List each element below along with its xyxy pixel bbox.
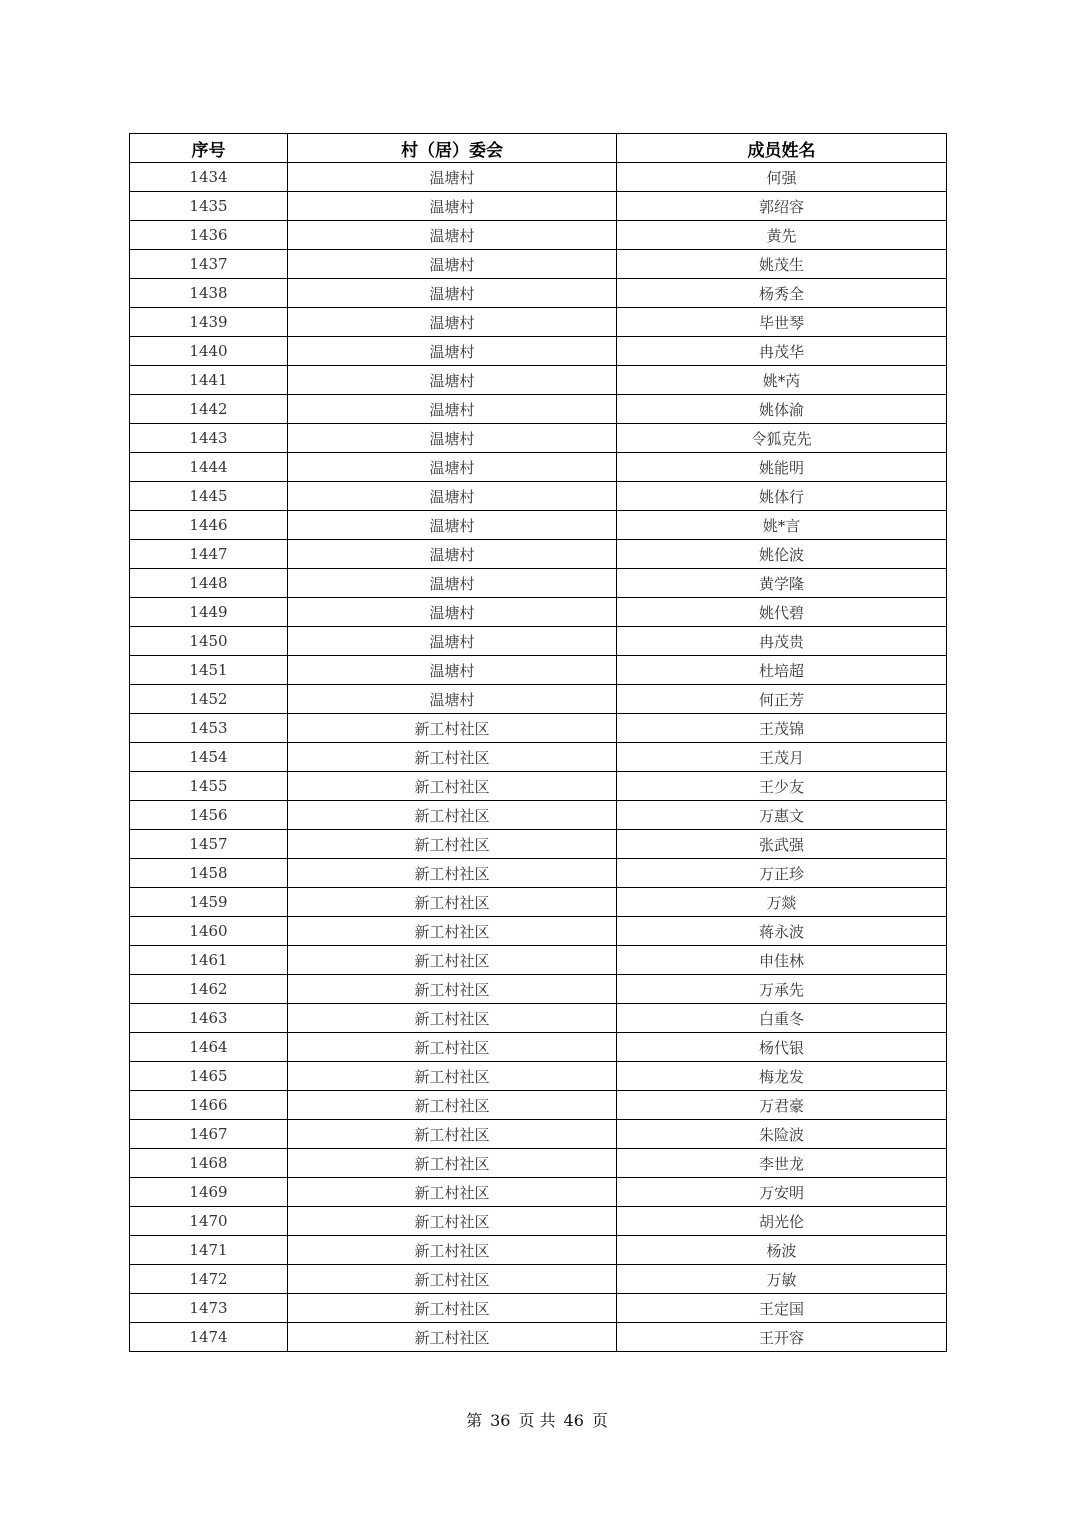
village-committee-cell: 新工村社区 [288,888,617,917]
serial-number-cell: 1443 [130,424,288,453]
member-name-cell: 黄先 [617,221,947,250]
table-row [130,221,947,250]
member-name-cell: 蒋永波 [617,917,947,946]
village-committee-cell: 温塘村 [288,163,617,192]
member-name-cell: 王定国 [617,1294,947,1323]
table-row [130,772,947,801]
village-committee-cell: 新工村社区 [288,1062,617,1091]
table-row [130,337,947,366]
member-name-cell: 令狐克先 [617,424,947,453]
member-name-cell: 姚体渝 [617,395,947,424]
village-committee-cell: 新工村社区 [288,917,617,946]
village-committee-cell: 新工村社区 [288,1004,617,1033]
village-committee-cell: 新工村社区 [288,859,617,888]
serial-number-cell: 1468 [130,1149,288,1178]
table-row [130,1004,947,1033]
table-row [130,1091,947,1120]
table-row [130,946,947,975]
serial-number-cell: 1461 [130,946,288,975]
table-row [130,279,947,308]
village-committee-cell: 温塘村 [288,424,617,453]
village-committee-cell: 新工村社区 [288,801,617,830]
serial-number-cell: 1447 [130,540,288,569]
village-committee-cell: 温塘村 [288,192,617,221]
table-row [130,453,947,482]
table-row [130,250,947,279]
village-committee-cell: 温塘村 [288,598,617,627]
serial-number-cell: 1458 [130,859,288,888]
header-serial-number: 序号 [130,134,288,163]
serial-number-cell: 1472 [130,1265,288,1294]
table-row [130,308,947,337]
village-committee-cell: 温塘村 [288,627,617,656]
table-row [130,395,947,424]
serial-number-cell: 1467 [130,1120,288,1149]
serial-number-cell: 1442 [130,395,288,424]
table-row [130,598,947,627]
serial-number-cell: 1450 [130,627,288,656]
serial-number-cell: 1440 [130,337,288,366]
footer-suffix: 页 [591,1411,608,1430]
village-committee-cell: 温塘村 [288,395,617,424]
serial-number-cell: 1473 [130,1294,288,1323]
member-name-cell: 郭绍容 [617,192,947,221]
village-committee-cell: 温塘村 [288,656,617,685]
page-footer [0,1408,1074,1431]
serial-number-cell: 1434 [130,163,288,192]
serial-number-cell: 1446 [130,511,288,540]
serial-number-cell: 1454 [130,743,288,772]
member-name-cell: 万君豪 [617,1091,947,1120]
table-body [130,163,947,1352]
serial-number-cell: 1435 [130,192,288,221]
member-name-cell: 杨波 [617,1236,947,1265]
table-row [130,714,947,743]
member-name-cell: 姚体行 [617,482,947,511]
member-name-cell: 杜培超 [617,656,947,685]
village-committee-cell: 新工村社区 [288,1178,617,1207]
village-committee-cell: 新工村社区 [288,743,617,772]
member-name-cell: 朱险波 [617,1120,947,1149]
member-name-cell: 梅龙发 [617,1062,947,1091]
serial-number-cell: 1445 [130,482,288,511]
member-name-cell: 胡光伦 [617,1207,947,1236]
member-name-cell: 何强 [617,163,947,192]
member-name-cell: 万承先 [617,975,947,1004]
village-committee-cell: 新工村社区 [288,1149,617,1178]
table-row [130,1033,947,1062]
member-name-cell: 王少友 [617,772,947,801]
table-row [130,424,947,453]
village-committee-cell: 新工村社区 [288,1091,617,1120]
footer-current-page: 36 [490,1411,511,1430]
serial-number-cell: 1460 [130,917,288,946]
serial-number-cell: 1465 [130,1062,288,1091]
table-row [130,1207,947,1236]
table-row [130,163,947,192]
member-name-cell: 姚能明 [617,453,947,482]
table-row [130,1178,947,1207]
village-committee-cell: 新工村社区 [288,975,617,1004]
member-name-cell: 万燚 [617,888,947,917]
member-name-cell: 万安明 [617,1178,947,1207]
table-row [130,627,947,656]
serial-number-cell: 1444 [130,453,288,482]
serial-number-cell: 1452 [130,685,288,714]
table-row [130,685,947,714]
village-committee-cell: 新工村社区 [288,1323,617,1352]
serial-number-cell: 1456 [130,801,288,830]
member-table [129,133,947,1352]
serial-number-cell: 1455 [130,772,288,801]
village-committee-cell: 新工村社区 [288,772,617,801]
village-committee-cell: 温塘村 [288,511,617,540]
member-name-cell: 申佳林 [617,946,947,975]
footer-mid: 页 共 [518,1411,556,1430]
serial-number-cell: 1474 [130,1323,288,1352]
table-row [130,1149,947,1178]
table-row [130,569,947,598]
village-committee-cell: 新工村社区 [288,946,617,975]
serial-number-cell: 1457 [130,830,288,859]
member-name-cell: 姚伦波 [617,540,947,569]
village-committee-cell: 新工村社区 [288,1265,617,1294]
member-name-cell: 姚代碧 [617,598,947,627]
member-name-cell: 白重冬 [617,1004,947,1033]
table-row [130,1323,947,1352]
table-row [130,917,947,946]
serial-number-cell: 1437 [130,250,288,279]
serial-number-cell: 1469 [130,1178,288,1207]
member-name-cell: 张武强 [617,830,947,859]
member-name-cell: 何正芳 [617,685,947,714]
member-name-cell: 万正珍 [617,859,947,888]
serial-number-cell: 1451 [130,656,288,685]
member-name-cell: 姚茂生 [617,250,947,279]
serial-number-cell: 1463 [130,1004,288,1033]
table-row [130,743,947,772]
table-row [130,511,947,540]
serial-number-cell: 1453 [130,714,288,743]
table-row [130,1062,947,1091]
member-name-cell: 毕世琴 [617,308,947,337]
village-committee-cell: 温塘村 [288,221,617,250]
serial-number-cell: 1471 [130,1236,288,1265]
village-committee-cell: 新工村社区 [288,1207,617,1236]
table-row [130,192,947,221]
member-name-cell: 冉茂华 [617,337,947,366]
table-row [130,859,947,888]
table-row [130,1236,947,1265]
table-row [130,1120,947,1149]
serial-number-cell: 1462 [130,975,288,1004]
table-row [130,801,947,830]
serial-number-cell: 1448 [130,569,288,598]
member-name-cell: 杨秀全 [617,279,947,308]
member-name-cell: 冉茂贵 [617,627,947,656]
village-committee-cell: 温塘村 [288,279,617,308]
footer-prefix: 第 [466,1411,483,1430]
village-committee-cell: 温塘村 [288,540,617,569]
serial-number-cell: 1438 [130,279,288,308]
serial-number-cell: 1449 [130,598,288,627]
member-name-cell: 黄学隆 [617,569,947,598]
header-member-name: 成员姓名 [617,134,947,163]
serial-number-cell: 1470 [130,1207,288,1236]
serial-number-cell: 1466 [130,1091,288,1120]
village-committee-cell: 新工村社区 [288,830,617,859]
header-village-committee: 村（居）委会 [288,134,617,163]
footer-total-pages: 46 [563,1411,584,1430]
table-row [130,1294,947,1323]
member-name-cell: 李世龙 [617,1149,947,1178]
village-committee-cell: 温塘村 [288,337,617,366]
member-name-cell: 万敏 [617,1265,947,1294]
member-name-cell: 王茂锦 [617,714,947,743]
village-committee-cell: 温塘村 [288,569,617,598]
serial-number-cell: 1459 [130,888,288,917]
village-committee-cell: 温塘村 [288,685,617,714]
village-committee-cell: 温塘村 [288,482,617,511]
table-row [130,366,947,395]
header-row [130,134,947,163]
table-row [130,540,947,569]
serial-number-cell: 1441 [130,366,288,395]
table-row [130,482,947,511]
village-committee-cell: 温塘村 [288,308,617,337]
table-row [130,975,947,1004]
member-name-cell: 王茂月 [617,743,947,772]
member-name-cell: 王开容 [617,1323,947,1352]
member-name-cell: 万惠文 [617,801,947,830]
table-row [130,656,947,685]
serial-number-cell: 1439 [130,308,288,337]
village-committee-cell: 新工村社区 [288,1236,617,1265]
table-header [130,134,947,163]
table-row [130,830,947,859]
village-committee-cell: 温塘村 [288,250,617,279]
table-row [130,1265,947,1294]
village-committee-cell: 新工村社区 [288,714,617,743]
member-name-cell: 杨代银 [617,1033,947,1062]
village-committee-cell: 温塘村 [288,453,617,482]
serial-number-cell: 1436 [130,221,288,250]
village-committee-cell: 温塘村 [288,366,617,395]
table-row [130,888,947,917]
member-name-cell: 姚*言 [617,511,947,540]
village-committee-cell: 新工村社区 [288,1033,617,1062]
serial-number-cell: 1464 [130,1033,288,1062]
member-name-cell: 姚*芮 [617,366,947,395]
village-committee-cell: 新工村社区 [288,1120,617,1149]
village-committee-cell: 新工村社区 [288,1294,617,1323]
